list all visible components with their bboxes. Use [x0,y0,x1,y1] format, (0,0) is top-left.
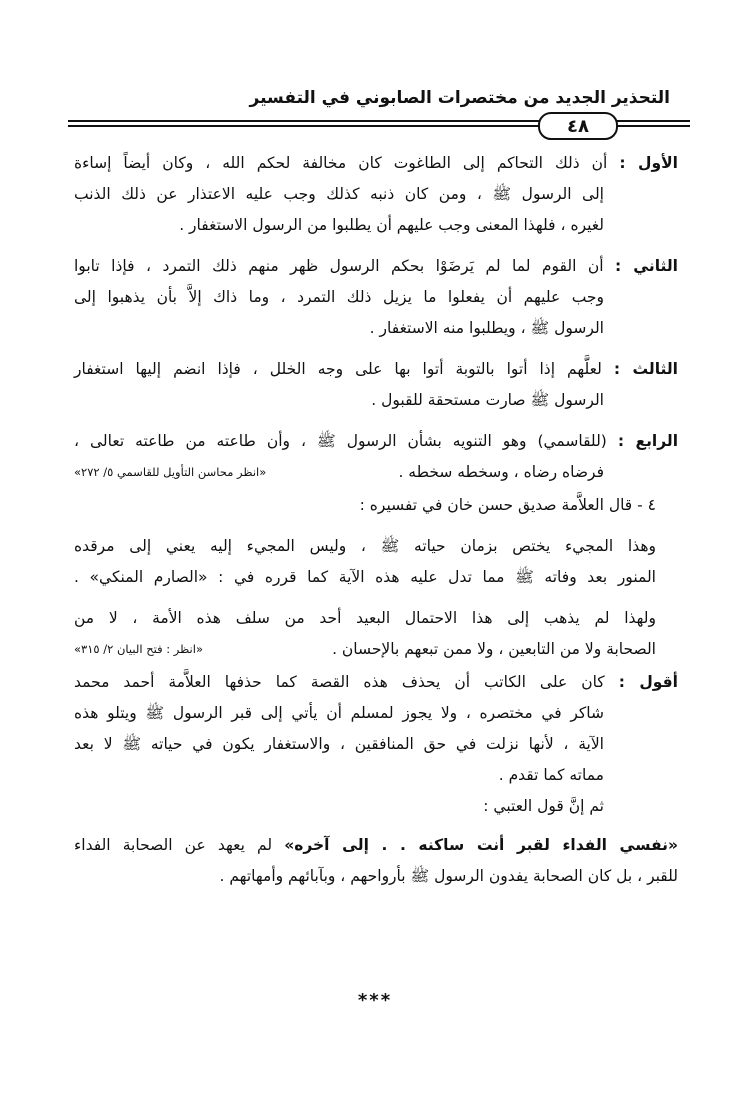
header-rule [68,112,690,138]
paragraph-fourth [74,426,678,488]
paragraph-text: لم يعهد عن الصحابة الفداء [74,836,285,854]
paragraph-lead: الثالث : [613,360,678,378]
paragraph-text: مماته كما تقدم . [498,766,604,784]
paragraph-text: الرسول ﷺ صارت مستحقة للقبول . [371,391,604,409]
paragraph-text: لعلَّهم إذا أتوا بالتوبة أتوا بها على وجه الخلل ، فإذا انضم إليها استغفار [74,360,614,378]
paragraph-text: الآية ، لأنها نزلت في حق المنافقين ، والاستغفار يكون في حياته ﷺ لا بعد [74,735,604,753]
paragraph-author-comment [74,667,678,822]
paragraph-second [74,251,678,344]
paragraph-text: ثم إنَّ قول العتبي : [483,797,604,815]
paragraph-text: ولهذا لم يذهب إلى هذا الاحتمال البعيد أحد من سلف هذه الأمة ، لا من [74,609,656,627]
numbered-item-4 [74,490,678,521]
paragraph-text: شاكر في مختصره ، ولا يجوز لمسلم أن يأتي إلى قبر الرسول ﷺ ويتلو هذه [74,704,604,722]
paragraph-text: فرضاه رضاه ، وسخطه سخطه . [398,463,604,481]
paragraph-text: لغيره ، فلهذا المعنى وجب عليهم أن يطلبوا من الرسول الاستغفار . [179,216,604,234]
quoted-paragraph-1 [74,531,678,593]
paragraph-text: الرسول ﷺ ، ويطلبوا منه الاستغفار . [369,319,604,337]
paragraph-lead: الثاني : [615,257,678,275]
paragraph-text: الصحابة ولا من التابعين ، ولا ممن تبعهم بالإحسان . [332,640,656,658]
paragraph-text: وهذا المجيء يختص بزمان حياته ﷺ ، وليس المجيء إليه يعني إلى مرقده [74,537,656,555]
paragraph-lead: أقول : [618,673,678,691]
paragraph-lead: الأول : [619,154,678,172]
section-separator-stars: *** [357,990,393,1011]
citation-reference: «انظر محاسن التأويل للقاسمي ٥/ ٢٧٢» [74,465,267,479]
paragraph-text: إلى الرسول ﷺ ، ومن كان ذنبه كذلك وجب عليه الاعتذار عن ذلك الذنب [74,185,604,203]
paragraph-utbi-quote [74,830,678,892]
citation-reference: «انظر : فتح البيان ٢/ ٣١٥» [74,642,203,656]
paragraph-text: أن ذلك التحاكم إلى الطاغوت كان مخالفة لحكم الله ، وكان أيضاً إساءة [74,154,620,172]
running-header-title: التحذير الجديد من مختصرات الصابوني في التفسير [249,88,670,108]
item-text: قال العلاَّمة صديق حسن خان في تفسيره : [359,496,638,514]
poem-quote: «نفسي الفداء لقبر أنت ساكنه . . إلى آخره» [284,836,678,854]
paragraph-text: أن القوم لما لم يَرضَوْا بحكم الرسول ظهر منهم ذلك التمرد ، فإذا تابوا [74,257,616,275]
paragraph-text: للقبر ، بل كان الصحابة يفدون الرسول ﷺ بأرواحهم ، وبآبائهم وأمهاتهم . [219,867,678,885]
page-body [74,148,678,892]
paragraph-text: وجب عليهم أن يفعلوا ما يزيل ذلك التمرد ، وما ذاك إلاَّ بأن يذهبوا إلى [74,288,604,306]
quoted-paragraph-2 [74,603,678,665]
paragraph-text: (للقاسمي) وهو التنويه بشأن الرسول ﷺ ، وأن طاعته من طاعته تعالى ، [74,432,618,450]
paragraph-first [74,148,678,241]
item-number: ٤ - [637,496,656,514]
paragraph-third [74,354,678,416]
page-number: ٤٨ [538,112,618,140]
paragraph-text: كان على الكاتب أن يحذف هذه القصة كما حذفها العلاَّمة أحمد محمد [74,673,619,691]
paragraph-text: المنور بعد وفاته ﷺ مما تدل عليه هذه الآية كما قرره في : «الصارم المنكي» . [74,568,656,586]
paragraph-lead: الرابع : [617,432,679,450]
